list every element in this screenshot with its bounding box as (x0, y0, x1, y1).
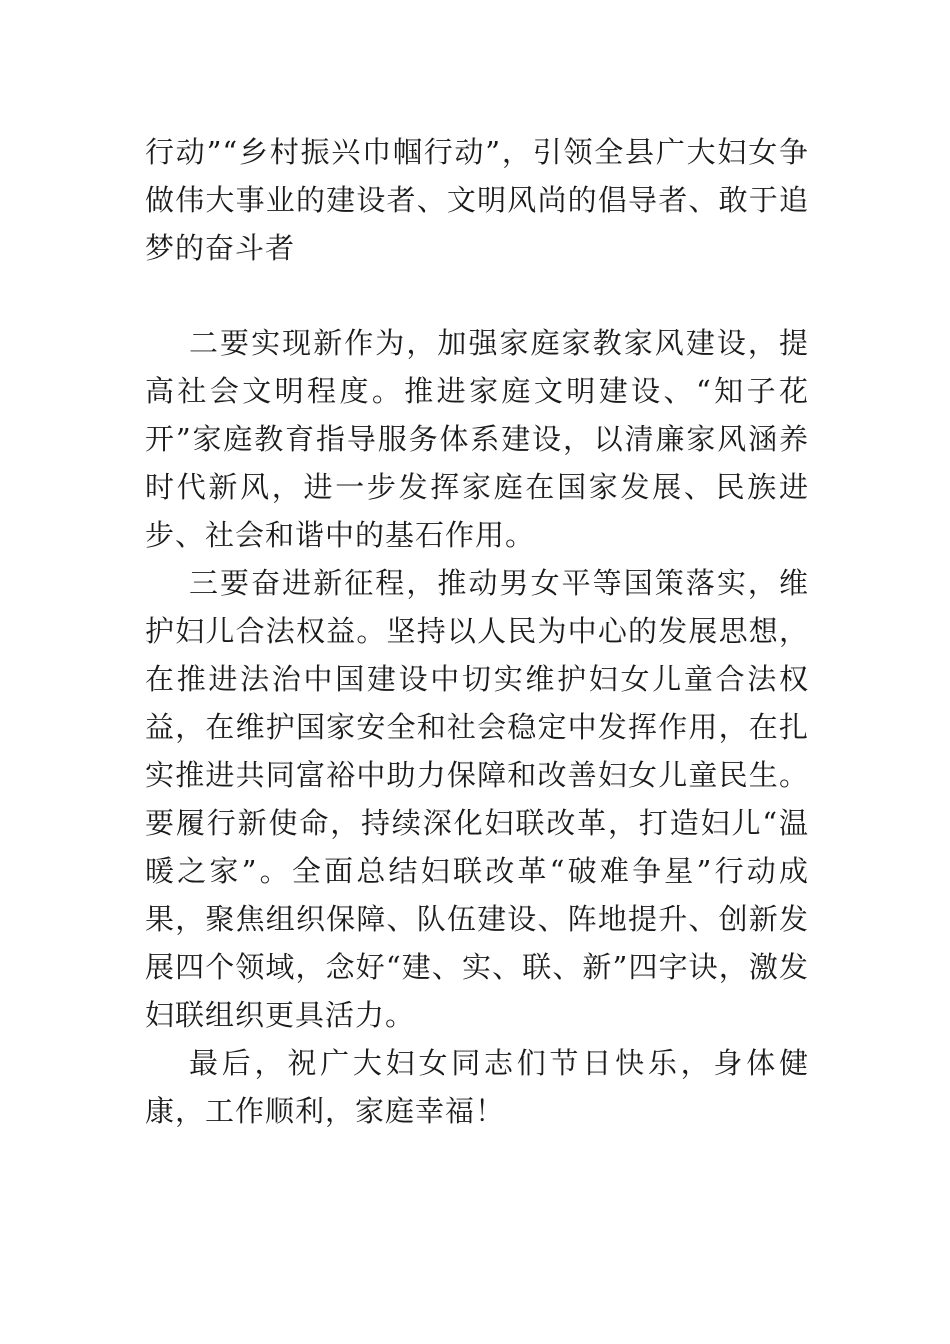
paragraph-closing-wishes: 最后，祝广大妇女同志们节日快乐，身体健康，工作顺利，家庭幸福！ (145, 1046, 809, 1128)
paragraph-gap (145, 272, 809, 319)
paragraph-second-point: 二要实现新作为，加强家庭家教家风建设，提高社会文明程度。推进家庭文明建设、“知子花开”家庭教育指导服务体系建设，以清廉家风涵养时代新风，进一步发挥家庭在国家发展、民族进步、社会和谐中的基石作用。 (145, 326, 809, 552)
document-body (145, 128, 809, 1135)
paragraph-continuation: 行动”“乡村振兴巾帼行动”，引领全县广大妇女争做伟大事业的建设者、文明风尚的倡导者、敢于追梦的奋斗者 (145, 135, 809, 265)
paragraph-third-point: 三要奋进新征程，推动男女平等国策落实，维护妇儿合法权益。坚持以人民为中心的发展思想，在推进法治中国建设中切实维护妇女儿童合法权益，在维护国家安全和社会稳定中发挥作用，在扎实推进共同富裕中助力保障和改善妇女儿童民生。要履行新使命，持续深化妇联改革，打造妇儿“温暖之家”。全面总结妇联改革“破难争星”行动成果，聚焦组织保障、队伍建设、阵地提升、创新发展四个领域，念好“建、实、联、新”四字诀，激发妇联组织更具活力。 (145, 566, 809, 1032)
